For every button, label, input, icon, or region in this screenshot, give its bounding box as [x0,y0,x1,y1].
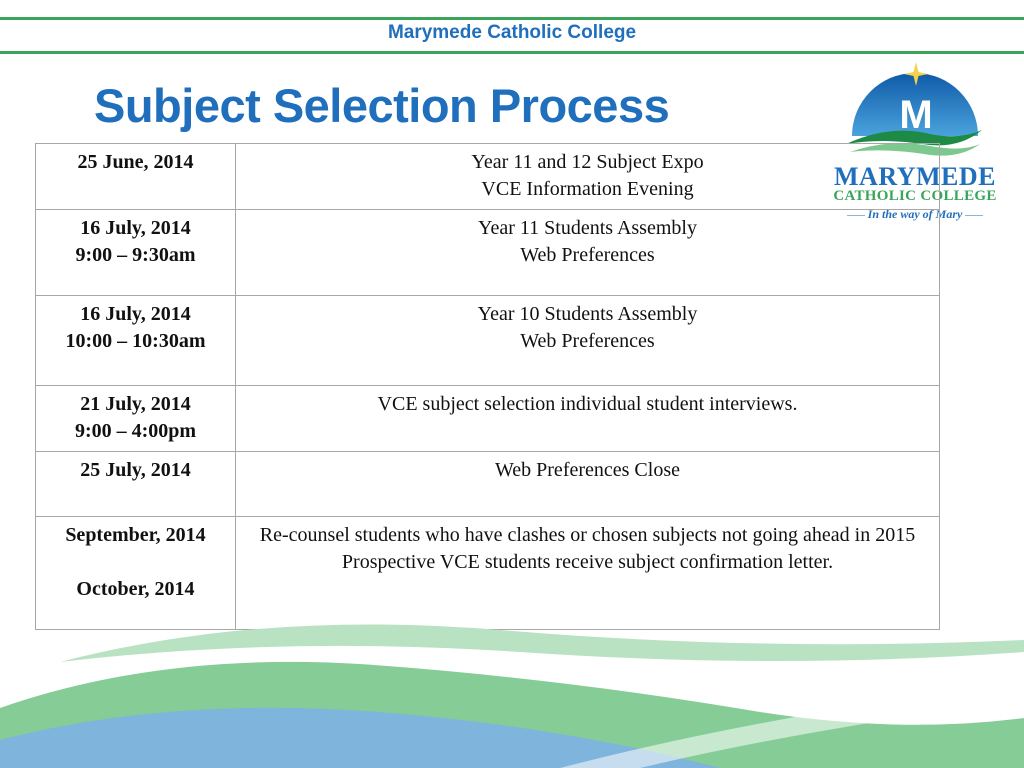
decorative-waves [0,600,1024,768]
date-cell [36,452,236,517]
date-line: 25 June, 2014 [77,151,194,173]
event-cell [236,144,940,210]
table-row [36,452,940,517]
date-line: 21 July, 2014 [80,393,191,415]
event-line: Re-counsel students who have clashes or chosen subjects not going ahead in 2015 [259,524,916,546]
date-line: 16 July, 2014 [80,303,191,325]
event-line: Year 10 Students Assembly [477,303,698,325]
event-line: Web Preferences [520,330,655,352]
schedule-table [35,143,940,630]
time-line: 9:00 – 4:00pm [74,420,197,442]
time-line: 9:00 – 9:30am [75,244,196,266]
date-line: 16 July, 2014 [80,217,191,239]
date-cell [36,144,236,210]
table-row [36,144,940,210]
date-spacer [44,549,227,576]
event-line: VCE subject selection individual student interviews. [377,393,798,415]
header-title: Marymede Catholic College [387,22,637,43]
event-line: Year 11 and 12 Subject Expo [471,151,704,173]
logo-subtitle: CATHOLIC COLLEGE [833,188,997,204]
date-cell [36,386,236,452]
logo-letter: M [899,93,933,137]
wave-faint [60,624,1024,662]
event-cell [236,386,940,452]
header-rule-bottom [0,51,1024,54]
event-line: Web Preferences Close [495,459,680,481]
event-cell [236,210,940,296]
time-line: 10:00 – 10:30am [65,330,206,352]
event-line: Year 11 Students Assembly [478,217,697,239]
event-line: Prospective VCE students receive subject confirmation letter. [341,551,834,573]
date-line: September, 2014 [65,524,206,546]
logo-motto-text: In the way of Mary [867,207,963,221]
schedule-body [36,144,940,630]
event-line: VCE Information Evening [481,178,694,200]
date-cell [36,210,236,296]
event-cell [236,452,940,517]
event-cell [236,296,940,386]
date-line: October, 2014 [76,578,195,600]
logo-name: MARYMEDE [834,162,996,191]
event-line: Web Preferences [520,244,655,266]
page-title: Subject Selection Process [94,79,670,132]
table-row [36,386,940,452]
date-cell [36,296,236,386]
table-row [36,296,940,386]
table-row [36,210,940,296]
header-rule-top [0,17,1024,20]
date-line: 25 July, 2014 [80,459,191,481]
